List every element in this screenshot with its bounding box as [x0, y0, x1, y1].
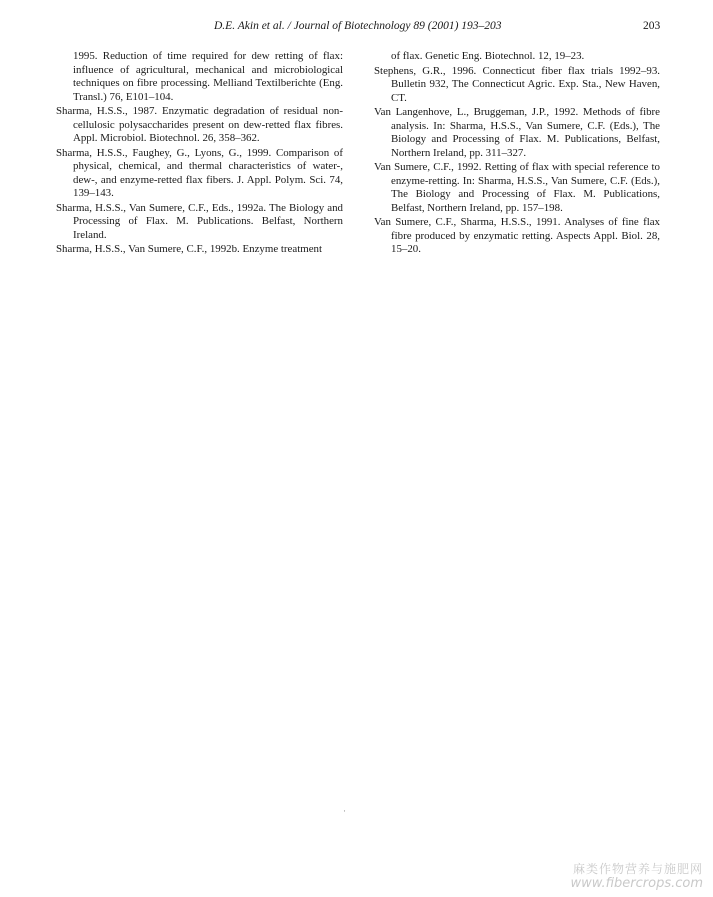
watermark-chinese-text: 麻类作物营养与施肥网	[572, 862, 703, 876]
reference-entry: Sharma, H.S.S., Van Sumere, C.F., Eds., 1992a. The Biology and Processing of Flax. M. Publications. Belfast, Northern Ireland.	[56, 201, 343, 241]
reference-entry: Van Langenhove, L., Bruggeman, J.P., 1992. Methods of fibre analysis. In: Sharma, H.S.S., Van Sumere, C.F. (Eds.), The Biology and Processing of Flax. M. Publications, Belfast, Northern Ireland, pp. 311–327.	[374, 106, 660, 159]
reference-entry: Sharma, H.S.S., 1987. Enzymatic degradation of residual non-cellulosic polysaccharides present on dew-retted flax fibres. Appl. Microbiol. Biotechnol. 26, 358–362.	[56, 105, 343, 144]
reference-entry: Stephens, G.R., 1996. Connecticut fiber flax trials 1992–93. Bulletin 932, The Connecticut Agric. Exp. Sta., New Haven, CT.	[374, 64, 660, 104]
journal-citation: D.E. Akin et al. / Journal of Biotechnology 89 (2001) 193–203	[214, 20, 502, 32]
reference-entry: Sharma, H.S.S., Faughey, G., Lyons, G., 1999. Comparison of physical, chemical, and thermal characteristics of water-, dew-, and enzyme-retted flax fibers. J. Appl. Polym. Sci. 74, 139–143.	[56, 146, 343, 199]
reference-entry: Sharma, H.S.S., Van Sumere, C.F., 1992b. Enzyme treatment	[56, 243, 323, 255]
reference-entry: Van Sumere, C.F., Sharma, H.S.S., 1991. Analyses of fine flax fibre produced by enzymatic retting. Aspects Appl. Biol. 28, 15–20.	[374, 216, 660, 255]
references-left-column	[56, 50, 343, 258]
references-right-column	[374, 50, 660, 258]
running-header	[0, 20, 713, 34]
reference-entry: Van Sumere, C.F., 1992. Retting of flax with special reference to enzyme-retting. In: Sharma, H.S.S., Van Sumere, C.F. (Eds.), The Biology and Processing of Flax. M. Publications, Belfast, Northern Ireland, pp. 157–198.	[374, 161, 660, 214]
page-number: 203	[643, 20, 661, 32]
reference-entry: 1995. Reduction of time required for dew retting of flax: influence of agricultural, mechanical and microbiological techniques on fibre processing. Melliand Textilberichte (Eng. Transl.) 76, E101–104.	[73, 50, 343, 103]
site-watermark	[570, 862, 703, 891]
watermark-url: www.fibercrops.com	[570, 876, 703, 891]
footer-mark: ·	[343, 806, 346, 816]
reference-entry: of flax. Genetic Eng. Biotechnol. 12, 19–23.	[391, 50, 585, 62]
